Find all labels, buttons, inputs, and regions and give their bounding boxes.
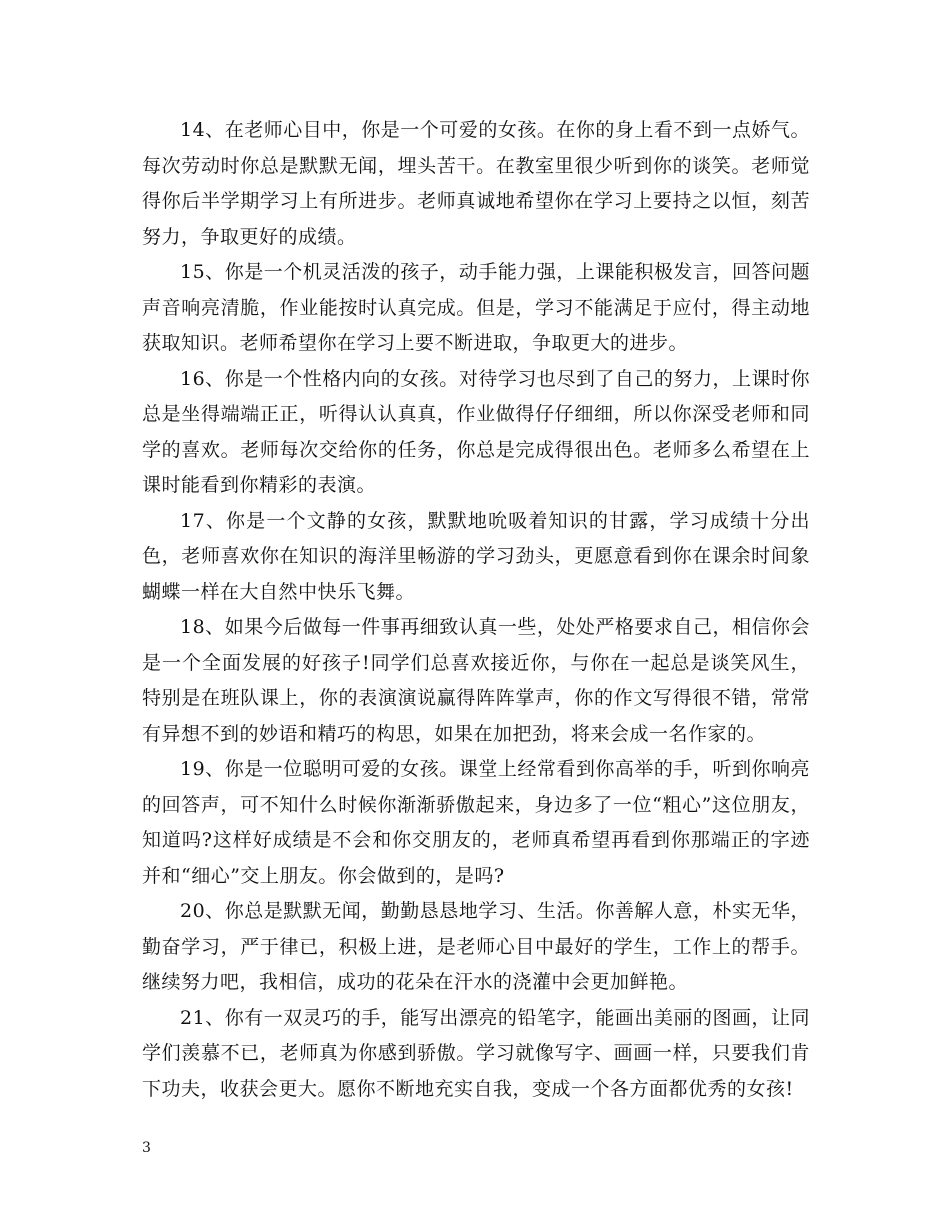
paragraph-20: 20、你总是默默无闻，勤勤恳恳地学习、生活。你善解人意，朴实无华，勤奋学习，严于律已，积极上进，是老师心目中最好的学生，工作上的帮手。继续努力吧，我相信，成功的花朵在汗水的浇灌中会更加鲜艳。 [142, 900, 810, 993]
paragraph-17: 17、你是一个文静的女孩，默默地吮吸着知识的甘露，学习成绩十分出色，老师喜欢你在知识的海洋里畅游的学习劲头，更愿意看到你在课余时间象蝴蝶一样在大自然中快乐飞舞。 [142, 509, 810, 603]
document-body [142, 113, 810, 1107]
paragraph-21: 21、你有一双灵巧的手，能写出漂亮的铅笔字，能画出美丽的图画，让同学们羡慕不已，老师真为你感到骄傲。学习就像写字、画画一样，只要我们肯下功夫，收获会更大。愿你不断地充实自我，变成一个各方面都优秀的女孩! [142, 1006, 810, 1100]
paragraph-16: 16、你是一个性格内向的女孩。对待学习也尽到了自己的努力，上课时你总是坐得端端正正，听得认认真真，作业做得仔仔细细，所以你深受老师和同学的喜欢。老师每次交给你的任务，你总是完成得很出色。老师多么希望在上课时能看到你精彩的表演。 [142, 367, 810, 496]
paragraph-18: 18、如果今后做每一件事再细致认真一些，处处严格要求自己，相信你会是一个全面发展的好孩子!同学们总喜欢接近你，与你在一起总是谈笑风生，特别是在班队课上，你的表演演说赢得阵阵掌声，你的作文写得很不错，常常有异想不到的妙语和精巧的构思，如果在加把劲，将来会成一名作家的。 [142, 616, 810, 745]
paragraph-14: 14、在老师心目中，你是一个可爱的女孩。在你的身上看不到一点娇气。每次劳动时你总是默默无闻，埋头苦干。在教室里很少听到你的谈笑。老师觉得你后半学期学习上有所进步。老师真诚地希望你在学习上要持之以恒，刻苦努力，争取更好的成绩。 [142, 119, 810, 248]
paragraph-19: 19、你是一位聪明可爱的女孩。课堂上经常看到你高举的手，听到你响亮的回答声，可不知什么时候你渐渐骄傲起来，身边多了一位“粗心”这位朋友，知道吗?这样好成绩是不会和你交朋友的，老师真希望再看到你那端正的字迹并和“细心”交上朋友。你会做到的，是吗? [142, 758, 810, 887]
paragraph-15: 15、你是一个机灵活泼的孩子，动手能力强，上课能积极发言，回答问题声音响亮清脆，作业能按时认真完成。但是，学习不能满足于应付，得主动地获取知识。老师希望你在学习上要不断进取，争取更大的进步。 [142, 261, 810, 354]
page-number: 3 [142, 1140, 151, 1156]
